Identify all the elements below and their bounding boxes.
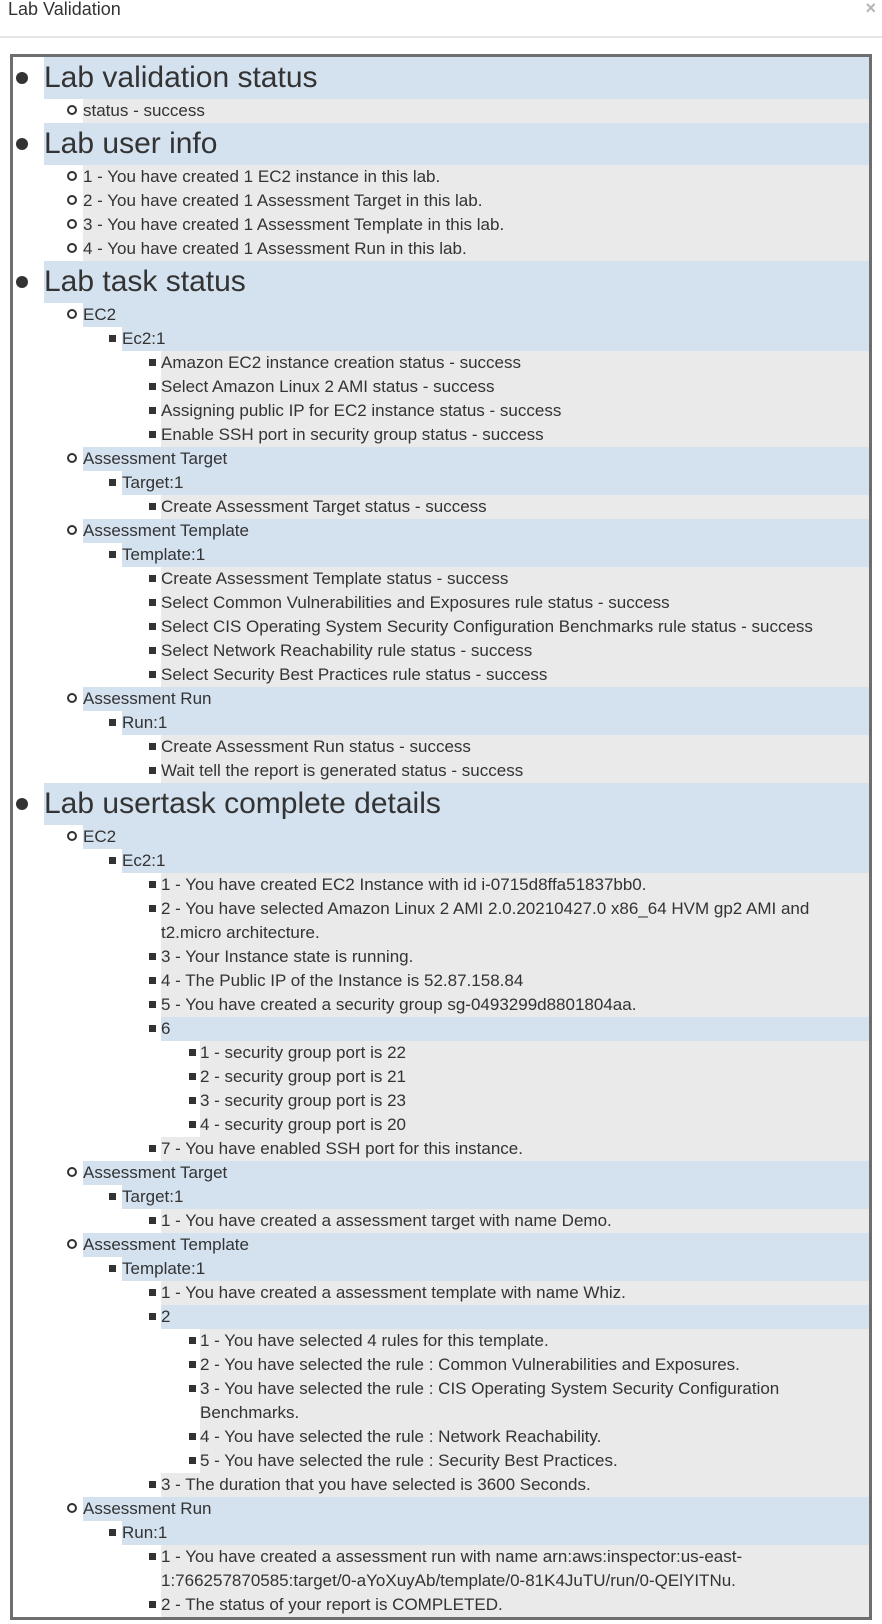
tree-row <box>122 1521 869 1545</box>
validation-panel[interactable] <box>10 54 872 1620</box>
circle-bullet-icon <box>67 219 77 229</box>
tree-row <box>161 759 869 783</box>
tree-row <box>44 261 869 303</box>
tree-item-level-2 <box>13 519 869 543</box>
square-bullet-icon <box>149 1481 156 1488</box>
tree-item-label: Select Security Best Practices rule status - success <box>161 665 548 684</box>
square-bullet-icon <box>149 977 156 984</box>
tree-item-level-4 <box>13 993 869 1017</box>
circle-bullet-icon <box>67 1167 77 1177</box>
square-bullet-icon <box>189 1097 196 1104</box>
tree-row <box>161 1137 869 1161</box>
tree-item-label: 3 - You have selected the rule : CIS Operating System Security Configuration Benchmarks. <box>200 1379 780 1422</box>
circle-bullet-icon <box>67 243 77 253</box>
tree-row <box>161 1281 869 1305</box>
tree-item-label: 5 - You have created a security group sg-0493299d8801804aa. <box>161 995 637 1014</box>
square-bullet-icon <box>109 551 116 558</box>
tree-row <box>161 399 869 423</box>
tree-item-label: Select CIS Operating System Security Configuration Benchmarks rule status - success <box>161 617 813 636</box>
tree-item-label: Assessment Run <box>83 1499 212 1518</box>
tree-item-label: 2 - You have selected Amazon Linux 2 AMI 2.0.20210427.0 x86_64 HVM gp2 AMI and t2.micro architecture. <box>161 899 810 942</box>
tree-item-level-1 <box>13 57 869 99</box>
circle-bullet-icon <box>67 525 77 535</box>
square-bullet-icon <box>189 1457 196 1464</box>
tree-item-label: 1 - You have created a assessment run with name arn:aws:inspector:us-east-1:766257870585:target/0-aYoXuyAb/template/0-81K4JuTU/run/0-QElYITNu. <box>161 1547 743 1590</box>
tree-row <box>122 471 869 495</box>
square-bullet-icon <box>109 1193 116 1200</box>
square-bullet-icon <box>109 479 116 486</box>
square-bullet-icon <box>149 1313 156 1320</box>
square-bullet-icon <box>149 881 156 888</box>
tree-item-level-4 <box>13 1209 869 1233</box>
tree-item-level-5 <box>13 1353 869 1377</box>
tree-item-level-5 <box>13 1329 869 1353</box>
tree-item-level-4 <box>13 495 869 519</box>
tree-item-level-4 <box>13 351 869 375</box>
tree-item-label: Lab task status <box>44 265 246 298</box>
tree-row <box>83 189 869 213</box>
tree-row <box>83 1161 869 1185</box>
tree-item-level-4 <box>13 945 869 969</box>
tree-item-level-2 <box>13 447 869 471</box>
tree-item-label: Ec2:1 <box>122 851 166 870</box>
tree-item-label: Select Network Reachability rule status - success <box>161 641 533 660</box>
tree-row <box>83 1497 869 1521</box>
tree-row <box>161 423 869 447</box>
square-bullet-icon <box>149 575 156 582</box>
square-bullet-icon <box>149 953 156 960</box>
tree-item-level-4 <box>13 591 869 615</box>
circle-bullet-icon <box>67 309 77 319</box>
tree-row <box>161 663 869 687</box>
tree-item-label: 2 - You have selected the rule : Common Vulnerabilities and Exposures. <box>200 1355 740 1374</box>
tree-row <box>122 849 869 873</box>
tree-item-level-5 <box>13 1425 869 1449</box>
tree-item-label: Enable SSH port in security group status - success <box>161 425 544 444</box>
tree-item-label: Create Assessment Run status - success <box>161 737 471 756</box>
tree-row <box>83 213 869 237</box>
disc-bullet-icon <box>16 276 28 288</box>
tree-item-label: EC2 <box>83 827 117 846</box>
tree-item-label: Assessment Template <box>83 1235 249 1254</box>
square-bullet-icon <box>149 1601 156 1608</box>
tree-row <box>161 1209 869 1233</box>
square-bullet-icon <box>149 407 156 414</box>
tree-row <box>122 711 869 735</box>
tree-item-level-3 <box>13 849 869 873</box>
tree-item-level-1 <box>13 783 869 825</box>
tree-item-label: 1 - You have created EC2 Instance with id i-0715d8ffa51837bb0. <box>161 875 647 894</box>
tree-item-level-5 <box>13 1089 869 1113</box>
tree-item-level-4 <box>13 735 869 759</box>
tree-item-label: Amazon EC2 instance creation status - success <box>161 353 521 372</box>
tree-row <box>161 735 869 759</box>
tree-row <box>122 543 869 567</box>
tree-row <box>122 1185 869 1209</box>
tree-row <box>200 1065 869 1089</box>
tree-item-level-2 <box>13 1233 869 1257</box>
tree-row <box>161 1305 869 1329</box>
tree-item-level-2 <box>13 165 869 189</box>
square-bullet-icon <box>149 1553 156 1560</box>
tree-item-label: Target:1 <box>122 473 184 492</box>
tree-item-label: Lab validation status <box>44 61 318 94</box>
tree-item-label: 2 <box>161 1307 171 1326</box>
tree-item-level-5 <box>13 1449 869 1473</box>
circle-bullet-icon <box>67 1239 77 1249</box>
tree-item-level-3 <box>13 1521 869 1545</box>
tree-item-level-2 <box>13 303 869 327</box>
tree-row <box>161 351 869 375</box>
tree-item-level-2 <box>13 189 869 213</box>
tree-item-level-4 <box>13 1305 869 1329</box>
tree-row <box>161 945 869 969</box>
tree-row <box>83 303 869 327</box>
tree-row <box>161 873 869 897</box>
tree-item-label: 2 - The status of your report is COMPLETED. <box>161 1595 503 1614</box>
tree-row <box>200 1329 869 1353</box>
tree-item-level-3 <box>13 543 869 567</box>
tree-item-label: 4 - The Public IP of the Instance is 52.87.158.84 <box>161 971 524 990</box>
square-bullet-icon <box>149 359 156 366</box>
square-bullet-icon <box>149 1289 156 1296</box>
tree-item-level-4 <box>13 423 869 447</box>
square-bullet-icon <box>189 1073 196 1080</box>
tree-item-label: status - success <box>83 101 205 120</box>
square-bullet-icon <box>149 599 156 606</box>
square-bullet-icon <box>109 719 116 726</box>
tree-item-label: Assessment Target <box>83 1163 228 1182</box>
square-bullet-icon <box>149 1025 156 1032</box>
tree-item-label: 4 - You have created 1 Assessment Run in this lab. <box>83 239 467 258</box>
tree-item-level-4 <box>13 615 869 639</box>
tree-item-level-4 <box>13 1473 869 1497</box>
tree-item-label: 3 - You have created 1 Assessment Template in this lab. <box>83 215 505 234</box>
tree-item-label: Assessment Run <box>83 689 212 708</box>
tree-item-level-4 <box>13 399 869 423</box>
tree-row <box>83 519 869 543</box>
disc-bullet-icon <box>16 798 28 810</box>
tree-item-label: Assessment Target <box>83 449 228 468</box>
square-bullet-icon <box>149 431 156 438</box>
tree-item-label: 1 - security group port is 22 <box>200 1043 406 1062</box>
tree-row <box>44 783 869 825</box>
square-bullet-icon <box>149 905 156 912</box>
circle-bullet-icon <box>67 831 77 841</box>
tree-item-label: 3 - security group port is 23 <box>200 1091 406 1110</box>
tree-item-label: 4 - You have selected the rule : Network Reachability. <box>200 1427 602 1446</box>
tree-row <box>44 123 869 165</box>
square-bullet-icon <box>149 647 156 654</box>
tree-item-label: Assigning public IP for EC2 instance status - success <box>161 401 562 420</box>
tree-row <box>161 375 869 399</box>
square-bullet-icon <box>189 1121 196 1128</box>
tree-item-level-4 <box>13 663 869 687</box>
square-bullet-icon <box>149 671 156 678</box>
disc-bullet-icon <box>16 138 28 150</box>
tree-item-label: Lab user info <box>44 127 218 160</box>
square-bullet-icon <box>149 503 156 510</box>
tree-row <box>83 99 869 123</box>
tree-item-label: Run:1 <box>122 1523 168 1542</box>
tree-row <box>161 993 869 1017</box>
tree-item-level-2 <box>13 237 869 261</box>
square-bullet-icon <box>149 1145 156 1152</box>
tree-row <box>161 495 869 519</box>
circle-bullet-icon <box>67 171 77 181</box>
tree-row <box>200 1449 869 1473</box>
square-bullet-icon <box>189 1433 196 1440</box>
tree-row <box>83 165 869 189</box>
tree-row <box>83 237 869 261</box>
tree-row <box>161 1017 869 1041</box>
square-bullet-icon <box>189 1361 196 1368</box>
tree-item-label: 4 - security group port is 20 <box>200 1115 406 1134</box>
tree-item-level-4 <box>13 1017 869 1041</box>
tree-row <box>83 1233 869 1257</box>
tree-item-label: Template:1 <box>122 1259 206 1278</box>
modal-title: Lab Validation <box>8 0 121 19</box>
tree-item-label: Create Assessment Template status - success <box>161 569 509 588</box>
tree-item-label: 1 - You have selected 4 rules for this template. <box>200 1331 549 1350</box>
validation-tree <box>13 57 869 1617</box>
disc-bullet-icon <box>16 72 28 84</box>
tree-item-label: 1 - You have created a assessment target with name Demo. <box>161 1211 612 1230</box>
tree-row <box>161 897 869 945</box>
circle-bullet-icon <box>67 1503 77 1513</box>
tree-item-label: 2 - security group port is 21 <box>200 1067 406 1086</box>
tree-item-level-4 <box>13 1593 869 1617</box>
tree-item-level-5 <box>13 1113 869 1137</box>
tree-row <box>200 1377 869 1425</box>
tree-row <box>200 1089 869 1113</box>
tree-item-label: 3 - The duration that you have selected is 3600 Seconds. <box>161 1475 591 1494</box>
tree-item-label: Target:1 <box>122 1187 184 1206</box>
tree-item-level-4 <box>13 567 869 591</box>
tree-row <box>200 1041 869 1065</box>
tree-item-level-1 <box>13 123 869 165</box>
tree-item-level-2 <box>13 99 869 123</box>
tree-item-level-4 <box>13 969 869 993</box>
tree-item-label: 6 <box>161 1019 171 1038</box>
square-bullet-icon <box>109 857 116 864</box>
tree-row <box>161 567 869 591</box>
tree-item-label: Select Amazon Linux 2 AMI status - success <box>161 377 495 396</box>
tree-item-level-2 <box>13 687 869 711</box>
tree-item-level-4 <box>13 639 869 663</box>
tree-item-level-5 <box>13 1041 869 1065</box>
tree-item-level-3 <box>13 327 869 351</box>
tree-row <box>200 1113 869 1137</box>
tree-item-level-3 <box>13 1185 869 1209</box>
tree-item-label: 5 - You have selected the rule : Security Best Practices. <box>200 1451 618 1470</box>
tree-item-level-2 <box>13 213 869 237</box>
square-bullet-icon <box>109 1265 116 1272</box>
square-bullet-icon <box>189 1049 196 1056</box>
tree-row <box>161 615 869 639</box>
tree-item-label: Template:1 <box>122 545 206 564</box>
tree-row <box>83 447 869 471</box>
tree-item-level-1 <box>13 261 869 303</box>
tree-item-label: 3 - Your Instance state is running. <box>161 947 414 966</box>
tree-row <box>122 1257 869 1281</box>
tree-item-label: Ec2:1 <box>122 329 166 348</box>
tree-item-level-5 <box>13 1377 869 1425</box>
tree-row <box>83 825 869 849</box>
square-bullet-icon <box>149 767 156 774</box>
tree-item-label: 1 - You have created 1 EC2 instance in this lab. <box>83 167 441 186</box>
square-bullet-icon <box>189 1385 196 1392</box>
tree-item-level-4 <box>13 1137 869 1161</box>
tree-item-level-3 <box>13 471 869 495</box>
close-icon[interactable]: × <box>865 0 876 18</box>
circle-bullet-icon <box>67 693 77 703</box>
tree-row <box>161 1545 869 1593</box>
square-bullet-icon <box>109 1529 116 1536</box>
tree-item-level-2 <box>13 1497 869 1521</box>
tree-row <box>161 1593 869 1617</box>
tree-row <box>161 969 869 993</box>
tree-item-label: Create Assessment Target status - success <box>161 497 487 516</box>
tree-row <box>83 687 869 711</box>
tree-item-label: 1 - You have created a assessment template with name Whiz. <box>161 1283 626 1302</box>
tree-item-level-3 <box>13 711 869 735</box>
tree-row <box>122 327 869 351</box>
square-bullet-icon <box>149 1001 156 1008</box>
tree-item-label: Assessment Template <box>83 521 249 540</box>
tree-item-level-2 <box>13 825 869 849</box>
tree-row <box>161 639 869 663</box>
tree-item-level-5 <box>13 1065 869 1089</box>
circle-bullet-icon <box>67 195 77 205</box>
square-bullet-icon <box>149 623 156 630</box>
tree-row <box>200 1353 869 1377</box>
tree-item-level-4 <box>13 375 869 399</box>
tree-item-level-4 <box>13 1281 869 1305</box>
tree-item-label: Lab usertask complete details <box>44 787 441 820</box>
tree-item-level-4 <box>13 759 869 783</box>
tree-item-label: Wait tell the report is generated status - success <box>161 761 524 780</box>
tree-item-label: 2 - You have created 1 Assessment Target in this lab. <box>83 191 483 210</box>
tree-item-level-4 <box>13 1545 869 1593</box>
tree-item-label: Select Common Vulnerabilities and Exposures rule status - success <box>161 593 670 612</box>
square-bullet-icon <box>149 383 156 390</box>
square-bullet-icon <box>149 743 156 750</box>
modal-header <box>0 0 882 38</box>
tree-row <box>200 1425 869 1449</box>
square-bullet-icon <box>189 1337 196 1344</box>
tree-item-level-2 <box>13 1161 869 1185</box>
tree-item-level-3 <box>13 1257 869 1281</box>
tree-item-level-4 <box>13 873 869 897</box>
tree-row <box>161 1473 869 1497</box>
circle-bullet-icon <box>67 453 77 463</box>
tree-row <box>161 591 869 615</box>
circle-bullet-icon <box>67 105 77 115</box>
tree-row <box>44 57 869 99</box>
tree-item-label: Run:1 <box>122 713 168 732</box>
tree-item-level-4 <box>13 897 869 945</box>
tree-item-label: EC2 <box>83 305 117 324</box>
tree-item-label: 7 - You have enabled SSH port for this instance. <box>161 1139 523 1158</box>
square-bullet-icon <box>109 335 116 342</box>
square-bullet-icon <box>149 1217 156 1224</box>
